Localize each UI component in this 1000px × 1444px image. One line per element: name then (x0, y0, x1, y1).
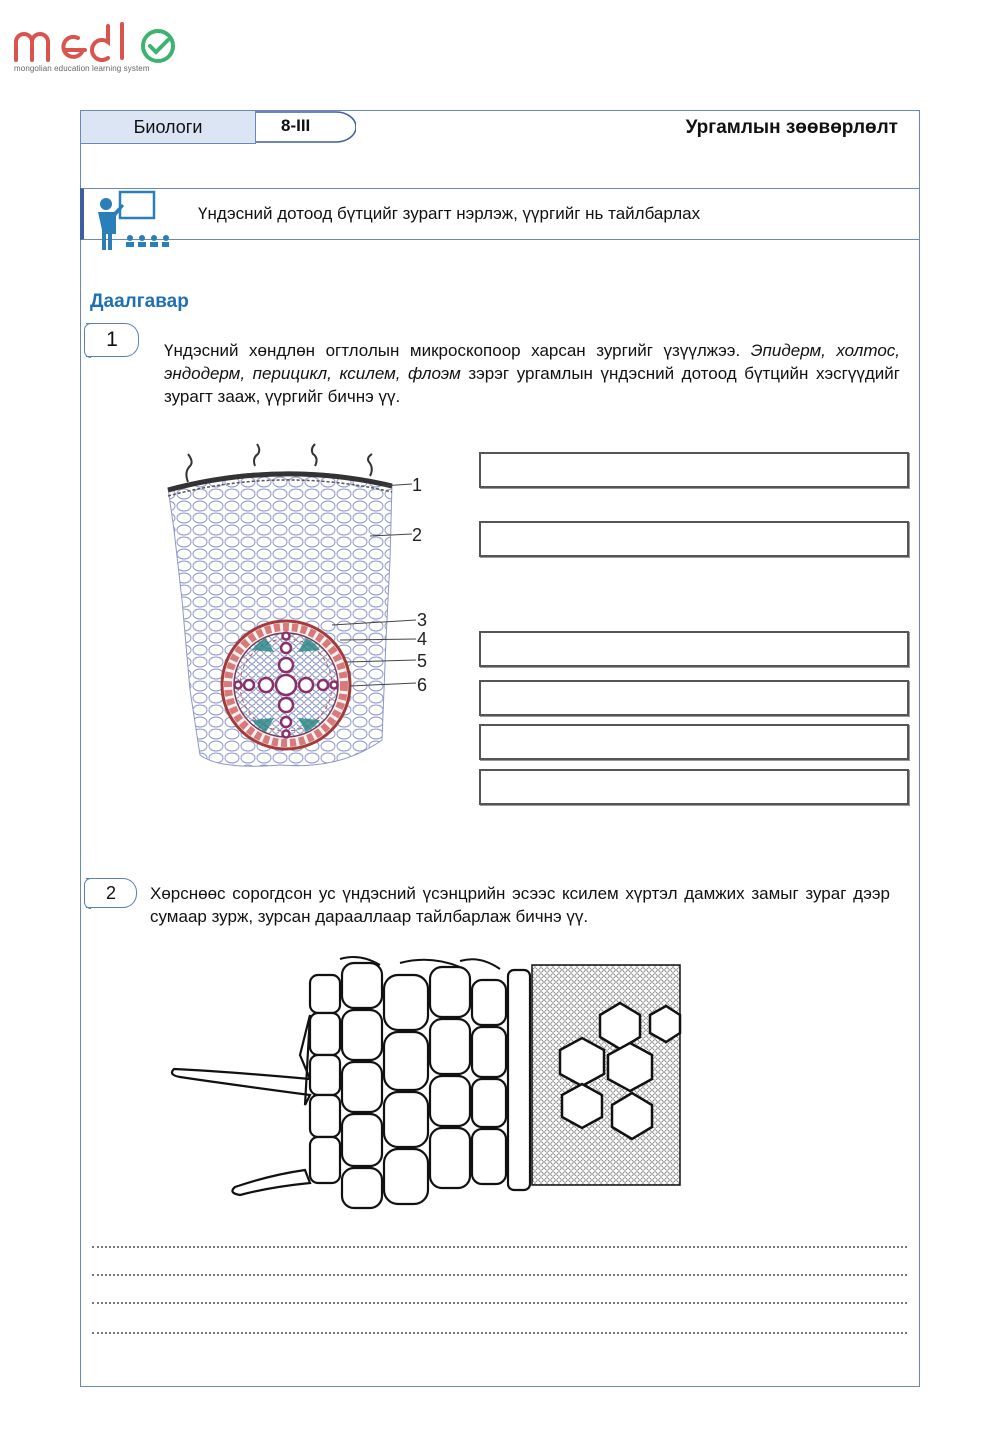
question-1-text-plain: Үндэсний хөндлөн огтлолын микроскопоор харсан зургийг үзүүлжээ. (164, 341, 741, 360)
objective-text: Үндэсний дотоод бүтцийг зурагт нэрлэж, үүргийг нь тайлбарлах (198, 204, 701, 223)
answer-line-3[interactable] (92, 1302, 907, 1304)
task-heading: Даалгавар (90, 291, 189, 312)
diagram-label-4: 4 (417, 629, 428, 649)
answer-box-3[interactable] (479, 631, 909, 667)
answer-line-1[interactable] (92, 1246, 907, 1248)
page-title: Ургамлын зөөвөрлөлт (685, 117, 898, 138)
question-2-text: Хөрснөөс сорогдсон ус үндэсний үсэнцрийн эсээс ксилем хүртэл дамжих замыг зураг дээр сумаар зурж, зурсан дарааллаар тайлбарлаж бичнэ үү. (150, 884, 890, 926)
diagram-label-3: 3 (417, 610, 428, 630)
diagram-label-5: 5 (417, 651, 428, 671)
answer-box-1[interactable] (479, 452, 909, 488)
diagram-label-2: 2 (412, 525, 423, 545)
answer-box-6[interactable] (479, 769, 909, 805)
answer-line-4[interactable] (92, 1332, 907, 1334)
answer-box-4[interactable] (479, 680, 909, 716)
answer-line-2[interactable] (92, 1274, 907, 1276)
question-1-text (164, 339, 900, 408)
question-2-number: 2 (86, 878, 137, 908)
logo-tagline: mongolian education learning system (14, 64, 150, 73)
question-1-number: 1 (86, 323, 139, 357)
answer-box-2[interactable] (479, 521, 909, 557)
diagram-label-6: 6 (417, 675, 428, 695)
grade-code: 8-III (281, 116, 311, 135)
subject-label: Биологи (81, 111, 256, 144)
answer-box-5[interactable] (479, 724, 909, 760)
root-cross-section-diagram (160, 440, 440, 780)
question-1-text-italic: Эпидерм, холтос, эндодерм, перицикл, ксилем, флоэм (164, 341, 900, 383)
question-1-text-rest: зэрэг ургамлын үндэсний дотоод бүтцийн хэсгүүдийг зурагт зааж, үүргийг бичнэ үү. (164, 364, 900, 406)
diagram-label-1: 1 (412, 475, 423, 495)
teacher-presentation-icon (90, 190, 170, 252)
root-hair-to-xylem-diagram (160, 955, 690, 1220)
